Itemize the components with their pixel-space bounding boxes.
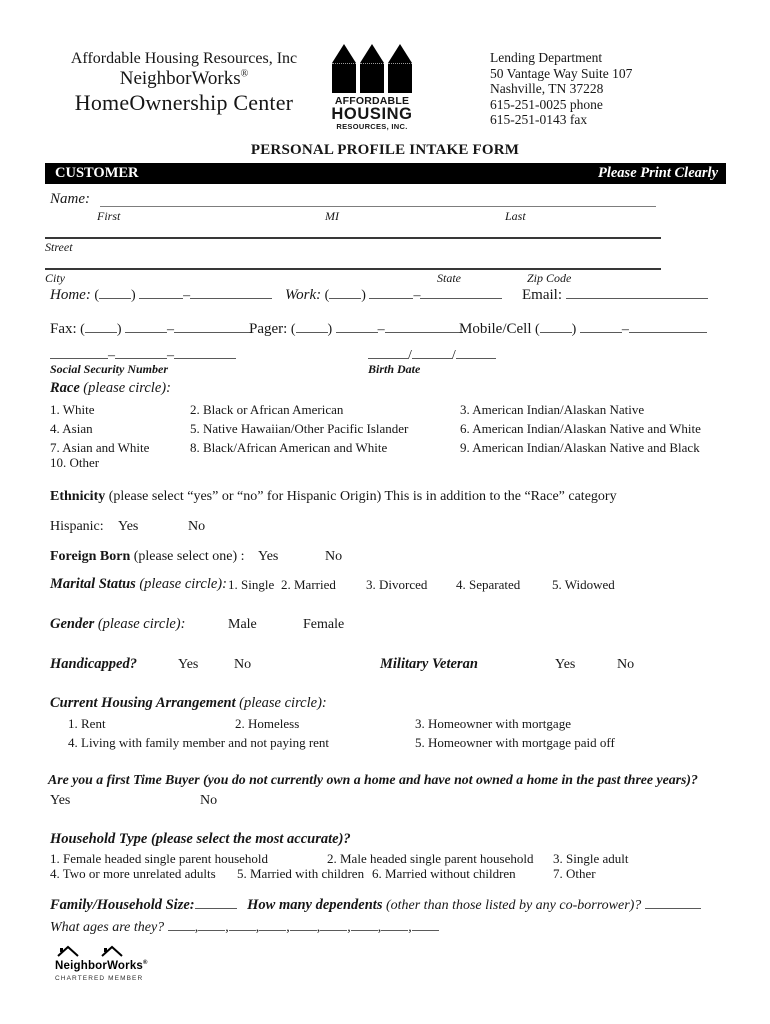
ages-blanks: , , , , , , , , bbox=[168, 920, 439, 935]
first-label: First bbox=[97, 209, 121, 223]
marital-option: 2. Married bbox=[281, 577, 336, 592]
blank bbox=[351, 917, 378, 931]
blank bbox=[456, 345, 496, 359]
first-time-no: No bbox=[200, 793, 218, 808]
race-option: 6. American Indian/Alaskan Native and White bbox=[460, 421, 701, 436]
race-note: (please circle): bbox=[83, 380, 171, 396]
registered-mark: ® bbox=[143, 960, 148, 967]
blank bbox=[566, 285, 708, 299]
last-label: Last bbox=[505, 209, 526, 223]
email-label: Email: bbox=[522, 287, 562, 303]
foreign-born-yes: Yes bbox=[258, 549, 279, 564]
housing-option: 5. Homeowner with mortgage paid off bbox=[415, 735, 615, 750]
hispanic-label: Hispanic: bbox=[50, 519, 104, 534]
race-option: 7. Asian and White bbox=[50, 440, 150, 455]
housing-note: (please circle): bbox=[239, 695, 327, 711]
pager-label: Pager: bbox=[249, 321, 288, 337]
handicapped-heading: Handicapped? bbox=[50, 656, 137, 672]
first-time-yes: Yes bbox=[50, 793, 71, 808]
marital-option: 5. Widowed bbox=[552, 577, 615, 592]
name-label: Name: bbox=[50, 191, 90, 207]
fax-label: Fax: bbox=[50, 321, 77, 337]
veteran-no: No bbox=[617, 657, 635, 672]
blank bbox=[540, 319, 572, 333]
org-header bbox=[54, 50, 314, 116]
neighborworks-wordmark: NeighborWorks® bbox=[55, 960, 148, 973]
city-blank-line bbox=[45, 268, 661, 270]
rooflines-icon bbox=[55, 945, 139, 957]
birthdate-label: Birth Date bbox=[368, 362, 421, 376]
race-option: 8. Black/African American and White bbox=[190, 440, 388, 455]
blank bbox=[385, 319, 463, 333]
ages-row bbox=[50, 917, 439, 936]
race-option: 10. Other bbox=[50, 455, 100, 470]
org-neighborworks bbox=[54, 68, 314, 90]
chartered-member-label: CHARTERED MEMBER bbox=[55, 975, 144, 983]
form-title: PERSONAL PROFILE INTAKE FORM bbox=[250, 142, 520, 158]
logo-line1: AFFORDABLE bbox=[334, 95, 410, 107]
mi-label: MI bbox=[325, 209, 339, 223]
contact-line: 615-251-0143 fax bbox=[490, 112, 588, 127]
home-label: Home: bbox=[50, 287, 91, 303]
first-time-question: Are you a first Time Buyer (you do not currently own a home and have not owned a home in the past three years)? bbox=[48, 772, 698, 787]
blank bbox=[368, 345, 408, 359]
housing-option: 2. Homeless bbox=[235, 716, 300, 731]
foreign-born-no: No bbox=[325, 549, 343, 564]
marital-option: 4. Separated bbox=[456, 577, 521, 592]
ssn-label: Social Security Number bbox=[50, 362, 169, 376]
org-name: Affordable Housing Resources, Inc bbox=[70, 50, 298, 67]
contact-block bbox=[490, 50, 632, 128]
house-icon bbox=[360, 44, 384, 93]
housing-option: 4. Living with family member and not paying rent bbox=[68, 735, 330, 750]
birthdate-blanks: / / bbox=[368, 345, 496, 364]
neighborworks-footer-logo bbox=[55, 944, 148, 983]
household-heading: Household Type (please select the most accurate)? bbox=[50, 831, 351, 847]
foreign-born-note: (please select one) : bbox=[133, 549, 245, 564]
housing-option: 1. Rent bbox=[68, 716, 106, 731]
hispanic-yes: Yes bbox=[118, 519, 139, 534]
handicapped-yes: Yes bbox=[178, 657, 199, 672]
org-center-name: HomeOwnership Center bbox=[74, 90, 294, 116]
zip-label: Zip Code bbox=[527, 271, 572, 285]
blank bbox=[629, 319, 707, 333]
street-label: Street bbox=[45, 240, 73, 254]
blank bbox=[50, 345, 108, 359]
family-size-row bbox=[50, 895, 701, 914]
gender-male: Male bbox=[228, 617, 257, 632]
customer-section-bar bbox=[45, 163, 726, 184]
gender-note: (please circle): bbox=[97, 616, 186, 632]
blank bbox=[412, 345, 452, 359]
household-option: 1. Female headed single parent household bbox=[50, 851, 269, 866]
ages-label: What ages are they? bbox=[50, 920, 165, 935]
blank bbox=[139, 285, 183, 299]
blank bbox=[198, 917, 225, 931]
houses-icon bbox=[329, 44, 415, 93]
pager-field: Pager: ( ) – bbox=[249, 319, 463, 338]
blank bbox=[99, 285, 131, 299]
household-option: 7. Other bbox=[553, 866, 596, 881]
house-icon bbox=[388, 44, 412, 93]
race-option: 4. Asian bbox=[50, 421, 93, 436]
street-blank-line bbox=[45, 237, 661, 239]
mobile-field: Mobile/Cell ( ) – bbox=[459, 319, 707, 338]
blank bbox=[412, 917, 439, 931]
race-option: 5. Native Hawaiian/Other Pacific Islander bbox=[190, 421, 409, 436]
dependents-note: (other than those listed by any co-borrower)? bbox=[385, 898, 642, 913]
email-field bbox=[522, 285, 708, 304]
gender-female: Female bbox=[303, 617, 345, 632]
blank bbox=[645, 895, 701, 909]
city-label: City bbox=[45, 271, 65, 285]
logo-line3: RESOURCES, INC. bbox=[336, 121, 408, 131]
blank bbox=[168, 917, 195, 931]
veteran-yes: Yes bbox=[555, 657, 576, 672]
blank bbox=[580, 319, 622, 333]
blank bbox=[369, 285, 413, 299]
org-neighborworks-text: NeighborWorks bbox=[119, 68, 241, 90]
household-option: 5. Married with children bbox=[237, 866, 365, 881]
blank bbox=[195, 895, 237, 909]
race-heading: Race (please circle): bbox=[50, 380, 171, 396]
blank bbox=[329, 285, 361, 299]
race-option: 2. Black or African American bbox=[190, 402, 344, 417]
marital-heading: Marital Status (please circle): bbox=[50, 576, 227, 592]
hispanic-no: No bbox=[188, 519, 206, 534]
blank bbox=[381, 917, 408, 931]
housing-option: 3. Homeowner with mortgage bbox=[415, 716, 571, 731]
blank bbox=[174, 345, 236, 359]
contact-line: Lending Department bbox=[490, 50, 603, 65]
blank bbox=[115, 345, 167, 359]
fax-field: Fax: ( ) – bbox=[50, 319, 252, 338]
blank bbox=[320, 917, 347, 931]
family-size-label: Family/Household Size: bbox=[50, 897, 195, 913]
contact-line: Nashville, TN 37228 bbox=[490, 81, 604, 96]
household-option: 4. Two or more unrelated adults bbox=[50, 866, 216, 881]
print-clearly-label: Please Print Clearly bbox=[597, 165, 718, 181]
work-phone-field: Work: ( ) – bbox=[285, 285, 502, 304]
household-option: 6. Married without children bbox=[372, 866, 516, 881]
blank bbox=[125, 319, 167, 333]
state-label: State bbox=[437, 271, 461, 285]
household-option: 3. Single adult bbox=[553, 851, 629, 866]
customer-bar-label: CUSTOMER bbox=[55, 165, 139, 181]
contact-line: 50 Vantage Way Suite 107 bbox=[490, 65, 633, 81]
ethnicity-heading: Ethnicity (please select “yes” or “no” for Hispanic Origin) This is in addition to the “Race” category bbox=[50, 489, 617, 504]
ssn-blanks: – – bbox=[50, 345, 236, 364]
home-phone-field: Home: ( ) – bbox=[50, 285, 272, 304]
house-icon bbox=[332, 44, 356, 93]
registered-mark: ® bbox=[240, 69, 249, 81]
mobile-label: Mobile/Cell bbox=[459, 321, 532, 337]
housing-heading: Current Housing Arrangement (please circle): bbox=[50, 695, 327, 711]
foreign-born-heading: Foreign Born (please select one) : bbox=[50, 549, 245, 564]
gender-heading: Gender (please circle): bbox=[50, 616, 186, 632]
handicapped-no: No bbox=[234, 657, 252, 672]
contact-line: 615-251-0025 phone bbox=[490, 96, 603, 112]
marital-option: 1. Single bbox=[228, 577, 275, 592]
name-blank-line bbox=[100, 206, 656, 207]
race-option: 9. American Indian/Alaskan Native and Black bbox=[460, 440, 700, 455]
race-option: 3. American Indian/Alaskan Native bbox=[460, 402, 645, 417]
blank bbox=[174, 319, 252, 333]
ethnicity-note: (please select “yes” or “no” for Hispanic Origin) This is in addition to the “Race” category bbox=[108, 489, 617, 504]
blank bbox=[420, 285, 502, 299]
blank bbox=[296, 319, 328, 333]
ahr-logo bbox=[329, 44, 415, 131]
race-option: 1. White bbox=[50, 402, 95, 417]
veteran-heading: Military Veteran bbox=[380, 656, 478, 672]
logo-line2: HOUSING bbox=[331, 105, 413, 124]
blank bbox=[229, 917, 256, 931]
household-option: 2. Male headed single parent household bbox=[327, 851, 534, 866]
blank bbox=[85, 319, 117, 333]
blank bbox=[190, 285, 272, 299]
dependents-label: How many dependents bbox=[247, 897, 383, 913]
marital-note: (please circle): bbox=[139, 576, 227, 592]
marital-option: 3. Divorced bbox=[366, 577, 428, 592]
blank bbox=[259, 917, 286, 931]
blank bbox=[336, 319, 378, 333]
blank bbox=[290, 917, 317, 931]
work-label: Work: bbox=[285, 287, 322, 303]
